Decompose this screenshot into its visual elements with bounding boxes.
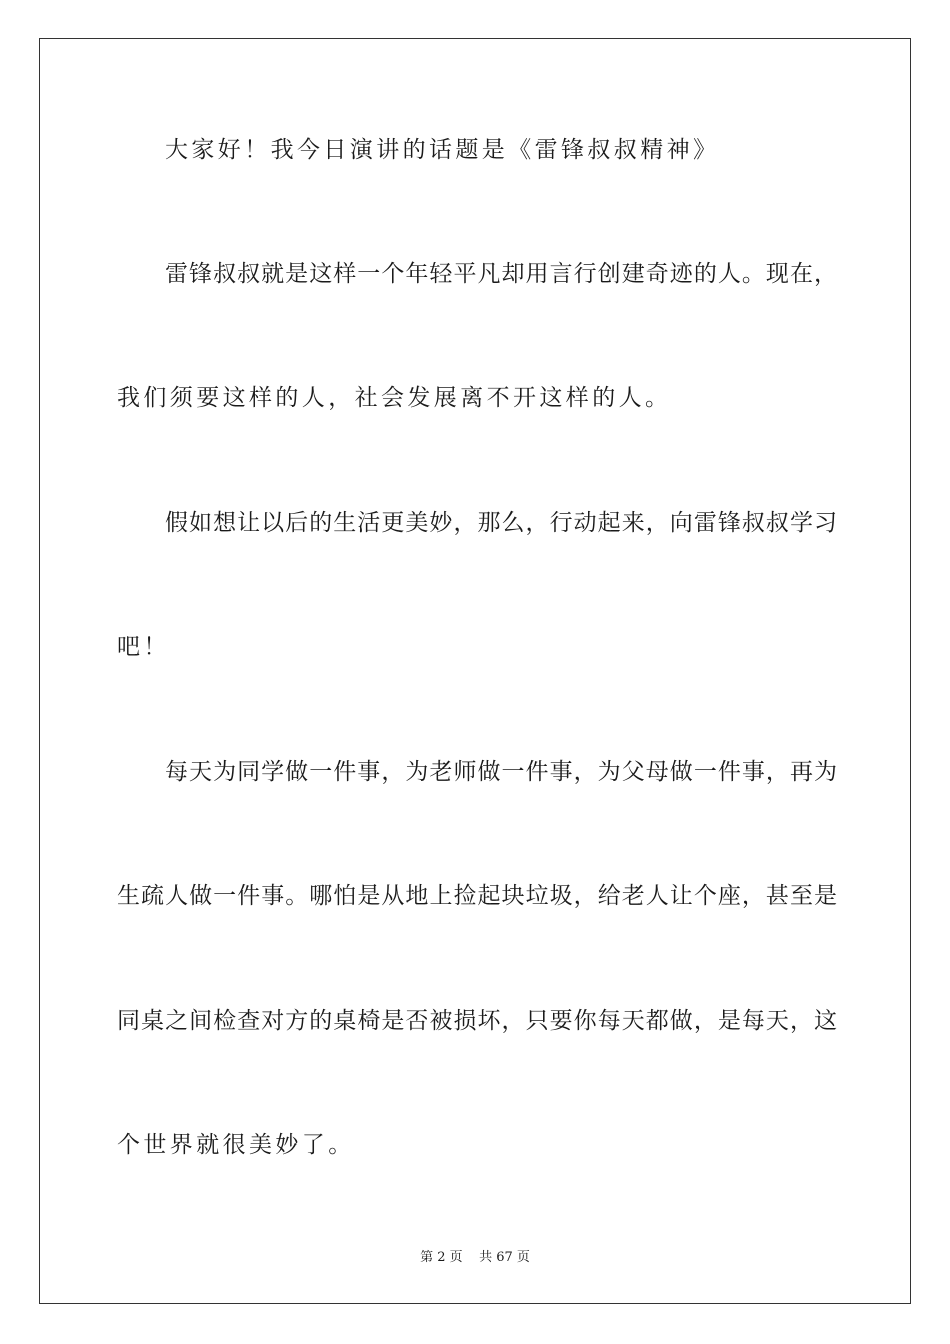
page-frame (39, 38, 911, 1304)
paragraph-3-line-3: 同桌之间检查对方的桌椅是否被损坏，只要你每天都做，是每天，这 (117, 1008, 837, 1034)
paragraph-2-line-1: 假如想让以后的生活更美妙，那么，行动起来，向雷锋叔叔学习 (165, 510, 837, 536)
paragraph-3-line-2: 生疏人做一件事。哪怕是从地上捡起块垃圾，给老人让个座，甚至是 (117, 883, 837, 909)
paragraph-1-line-1: 雷锋叔叔就是这样一个年轻平凡却用言行创建奇迹的人。现在， (165, 261, 837, 287)
paragraph-1-line-2: 我们须要这样的人，社会发展离不开这样的人。 (117, 385, 672, 411)
paragraph-3-line-1: 每天为同学做一件事，为老师做一件事，为父母做一件事，再为 (165, 759, 837, 785)
paragraph-2-line-2: 吧！ (117, 634, 170, 660)
paragraph-greeting: 大家好！我今日演讲的话题是《雷锋叔叔精神》 (165, 137, 720, 163)
page-number: 第 2 页 共 67 页 (420, 1250, 530, 1265)
paragraph-3-line-4: 个世界就很美妙了。 (117, 1132, 355, 1158)
